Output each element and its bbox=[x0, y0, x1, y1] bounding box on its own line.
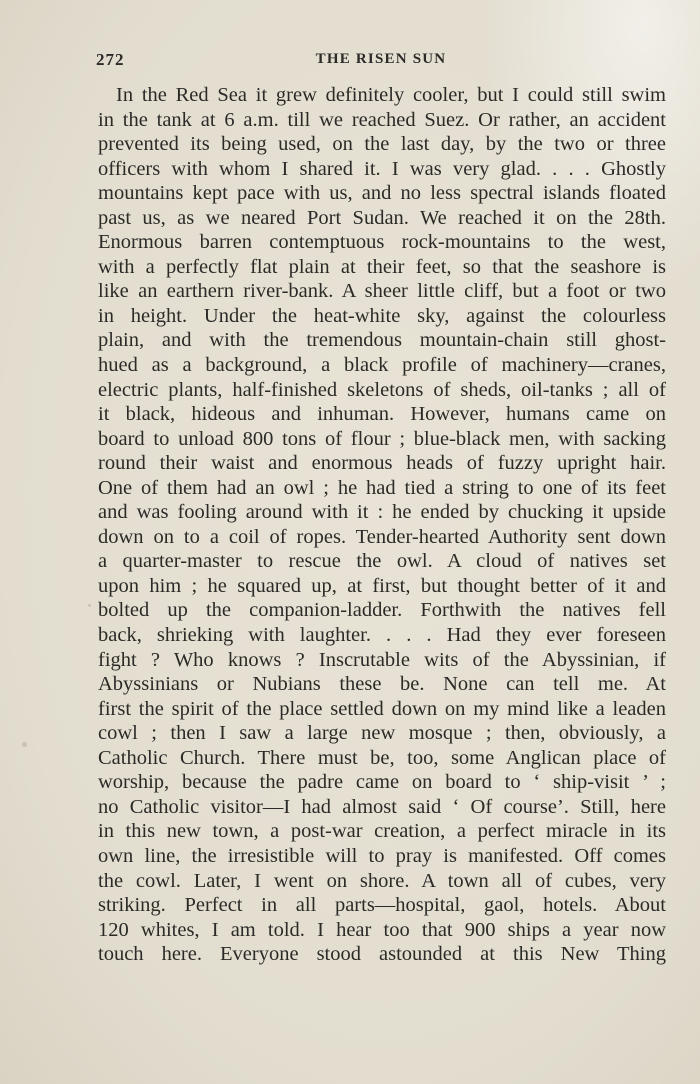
text-line: the cowl. Later, I went on shore. A town all of cubes, very bbox=[98, 869, 666, 892]
text-line: down on to a coil of ropes. Tender-hearted Authority sent down bbox=[98, 525, 666, 548]
text-line: back, shrieking with laughter. . . . Had they ever foreseen bbox=[98, 624, 666, 647]
text-line: One of them had an owl ; he had tied a string to one of its feet bbox=[98, 476, 666, 499]
text-line: in height. Under the heat-white sky, against the colourless bbox=[98, 304, 666, 327]
text-line: striking. Perfect in all parts—hospital, gaol, hotels. About bbox=[98, 894, 666, 917]
book-title: THE RISEN SUN bbox=[315, 51, 447, 67]
running-head bbox=[96, 50, 666, 72]
text-line: Enormous barren contemptuous rock-mountains to the west, bbox=[98, 231, 666, 254]
text-line: touch here. Everyone stood astounded at this New Thing bbox=[98, 943, 666, 966]
text-line: Catholic Church. There must be, too, some Anglican place of bbox=[98, 746, 666, 769]
text-line: fight ? Who knows ? Inscrutable wits of the Abyssinian, if bbox=[98, 648, 666, 671]
text-line: a quarter-master to rescue the owl. A cloud of natives set bbox=[98, 550, 666, 573]
text-line: like an earthern river-bank. A sheer little cliff, but a foot or two bbox=[98, 280, 666, 303]
text-line: In the Red Sea it grew definitely cooler, but I could still swim bbox=[116, 84, 666, 106]
text-line: no Catholic visitor—I had almost said ‘ Of course’. Still, here bbox=[98, 795, 666, 818]
text-line: with a perfectly flat plain at their feet, so that the seashore is bbox=[98, 255, 666, 278]
page-number: 272 bbox=[96, 50, 125, 69]
text-line: officers with whom I shared it. I was very glad. . . . Ghostly bbox=[98, 157, 666, 180]
body-text bbox=[98, 83, 666, 967]
text-line: hued as a background, a black profile of machinery—cranes, bbox=[98, 354, 666, 377]
text-line: past us, as we neared Port Sudan. We reached it on the 28th. bbox=[98, 206, 666, 229]
text-line: it black, hideous and inhuman. However, humans came on bbox=[98, 403, 666, 426]
text-line: worship, because the padre came on board to ‘ ship-visit ’ ; bbox=[98, 771, 666, 794]
text-line: upon him ; he squared up, at first, but thought better of it and bbox=[98, 574, 666, 597]
paper-speck bbox=[88, 604, 91, 607]
text-line: mountains kept pace with us, and no less spectral islands floated bbox=[98, 182, 666, 205]
text-line: cowl ; then I saw a large new mosque ; then, obviously, a bbox=[98, 722, 666, 745]
text-line: Abyssinians or Nubians these be. None can tell me. At bbox=[98, 673, 666, 696]
text-line: electric plants, half-finished skeletons of sheds, oil-tanks ; all of bbox=[98, 378, 666, 401]
text-line: first the spirit of the place settled down on my mind like a leaden bbox=[98, 697, 666, 720]
text-line: bolted up the companion-ladder. Forthwith the natives fell bbox=[98, 599, 666, 622]
text-line: round their waist and enormous heads of fuzzy upright hair. bbox=[98, 452, 666, 475]
text-line: and was fooling around with it : he ended by chucking it upside bbox=[98, 501, 666, 524]
text-line: plain, and with the tremendous mountain-chain still ghost- bbox=[98, 329, 666, 352]
paper-speck bbox=[22, 742, 27, 747]
text-line: board to unload 800 tons of flour ; blue-black men, with sacking bbox=[98, 427, 666, 450]
text-line: in this new town, a post-war creation, a perfect miracle in its bbox=[98, 820, 666, 843]
text-line: prevented its being used, on the last day, by the two or three bbox=[98, 133, 666, 156]
text-line: 120 whites, I am told. I hear too that 900 ships a year now bbox=[98, 918, 666, 941]
text-line: own line, the irresistible will to pray is manifested. Off comes bbox=[98, 844, 666, 867]
text-line: in the tank at 6 a.m. till we reached Suez. Or rather, an accident bbox=[98, 108, 666, 131]
